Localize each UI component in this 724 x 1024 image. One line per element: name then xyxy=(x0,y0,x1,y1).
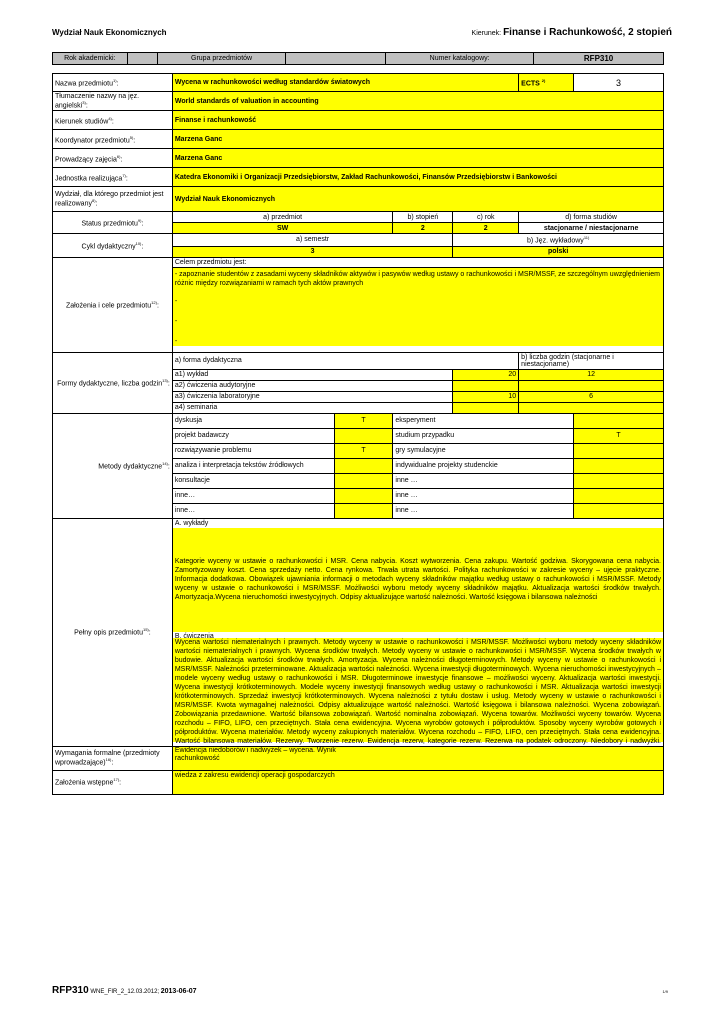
ects-label: ECTS $^{2)}$ xyxy=(519,74,574,92)
metody-left-value xyxy=(334,473,393,488)
prow-label: Prowadzący zajęcia$^{6)}$: xyxy=(53,149,173,168)
metody-left-value xyxy=(334,458,393,473)
formy-name: a3) ćwiczenia laboratoryjne xyxy=(172,391,452,402)
metody-right-value xyxy=(574,443,664,458)
cykl-v-b: polski xyxy=(453,246,664,257)
wydz-value: Wydział Nauk Ekonomicznych xyxy=(172,187,663,212)
tlum-label: Tłumaczenie nazwy na jęz. angielski$^{3)}$: xyxy=(53,92,173,111)
metody-left-value xyxy=(334,428,393,443)
footer xyxy=(52,985,197,996)
formy-h-a: a) forma dydaktyczna xyxy=(172,352,518,369)
metody-left: projekt badawczy xyxy=(172,428,334,443)
rok-label: Rok akademicki: xyxy=(53,53,128,65)
status-h-a: a) przedmiot xyxy=(172,212,393,223)
metody-right: indywidualne projekty studenckie xyxy=(393,458,574,473)
jedn-label: Jednostka realizująca$^{7)}$: xyxy=(53,168,173,187)
formy-name: a2) ćwiczenia audytoryjne xyxy=(172,380,452,391)
formy-st: 20 xyxy=(453,369,519,380)
formy-name: a4) seminaria xyxy=(172,402,452,413)
opis-a-text: Kategorie wyceny w ustawie o rachunkowości i MSR. Cena nabycia. Koszt wytworzenia. Cena zakupu. Wartość godziwa. Skorygowana cena nabycia. Zamortyzowany koszt. Cena sprzedaży netto. Cena rynkowa. Trwała utrata wartości. Polityka rachunkowości w zakresie wyceny – ujęcie praktyczne. Informacja dodatkowa. Obowiązek ujawniania informacji o metodach wyceny składników majątku według ustawy o rachunkowości i MSR/MSSF. Metody wyceny w ustawie o rachunkowości i MSR/MSSF. Możliwości wyboru metody wyceny składników majątku. Aktualizacja wartości środków trwałych. Amortyzacja.Wycena nieruchomości inwestycyjnych. Odpisy aktualizujące wartość należności. Wartość księgowa i bilansowa należności xyxy=(174,558,661,602)
catalog-bar xyxy=(52,52,664,65)
nazwa-value: Wycena w rachunkowości według standardów światowych xyxy=(172,74,518,92)
opis-a-block xyxy=(173,528,663,632)
metody-right-value xyxy=(574,413,664,428)
grupa-label: Grupa przedmiotów xyxy=(158,53,286,65)
metody-row xyxy=(53,413,664,428)
metody-left-value: T xyxy=(334,413,393,428)
kier-value: Finanse i rachunkowość xyxy=(172,111,663,130)
page-number: 1/9 xyxy=(662,989,668,994)
rok-value xyxy=(127,53,158,65)
metody-left-value: T xyxy=(334,443,393,458)
formy-h-b: b) liczba godzin (stacjonarne i niestacjonarne) xyxy=(519,352,664,369)
status-v-c: 2 xyxy=(453,223,519,234)
opis-cell xyxy=(172,518,663,754)
metody-right-value xyxy=(574,488,664,503)
metody-right: inne … xyxy=(393,503,574,518)
tlum-value: World standards of valuation in accounting xyxy=(172,92,663,111)
wymagania-label: Wymagania formalne (przedmioty wprowadzające)$^{16)}$: xyxy=(53,746,173,770)
status-h-d: d) forma studiów xyxy=(519,212,664,223)
metody-right-value xyxy=(574,473,664,488)
cykl-h-b: b) Jęz. wykładowy$^{11)}$ xyxy=(453,234,664,246)
metody-right: inne … xyxy=(393,488,574,503)
footer-ref: WNE_FIR_2_12.03.2012; xyxy=(90,989,160,995)
metody-label: Metody dydaktyczne$^{14)}$: xyxy=(53,413,173,518)
ects-value: 3 xyxy=(574,74,664,92)
status-v-b: 2 xyxy=(393,223,453,234)
formy-st xyxy=(453,380,519,391)
zalozenia-cell xyxy=(172,257,663,352)
metody-left: dyskusja xyxy=(172,413,334,428)
metody-left-value xyxy=(334,488,393,503)
grupa-value xyxy=(285,53,385,65)
numer-label: Numer katalogowy: xyxy=(386,53,534,65)
status-h-b: b) stopień xyxy=(393,212,453,223)
faculty-header: Wydział Nauk Ekonomicznych xyxy=(52,28,167,37)
wymagania-value: rachunkowość xyxy=(172,746,663,770)
metody-left: inne… xyxy=(172,488,334,503)
metody-left: rozwiązywanie problemu xyxy=(172,443,334,458)
syllabus-table xyxy=(52,73,664,795)
status-v-a: SW xyxy=(172,223,393,234)
zalozenia-line1: - zapoznanie studentów z zasadami wyceny składników aktywów i pasywów według ustawy o rachunkowości i MSR/MSSF, ze szczególnym uwzględnieniem różnic między rozwiązaniami w ramach tych aktów prawnych xyxy=(173,268,663,290)
footer-code: RFP310 xyxy=(52,985,89,996)
metody-right: eksperyment xyxy=(393,413,574,428)
formy-label: Formy dydaktyczne, liczba godzin$^{13)}$: xyxy=(53,352,173,413)
metody-left-value xyxy=(334,503,393,518)
cykl-label: Cykl dydaktyczny$^{10)}$: xyxy=(53,234,173,257)
zalozenia-label: Założenia i cele przedmiotu$^{12)}$: xyxy=(53,257,173,352)
metody-left: inne… xyxy=(172,503,334,518)
koord-label: Koordynator przedmiotu$^{5)}$: xyxy=(53,130,173,149)
footer-date: 2013-06-07 xyxy=(160,988,197,995)
catalog-code: RFP310 xyxy=(534,53,664,65)
cykl-v-a: 3 xyxy=(172,246,452,257)
opis-b-block xyxy=(173,638,663,754)
jedn-value: Katedra Ekonomiki i Organizacji Przedsiębiorstw, Zakład Rachunkowości, Finansów Przedsiębiorstw i Bankowości xyxy=(172,168,663,187)
metody-right: gry symulacyjne xyxy=(393,443,574,458)
course-value: Finanse i Rachunkowość, 2 stopień xyxy=(503,27,672,38)
metody-right: studium przypadku xyxy=(393,428,574,443)
metody-left: analiza i interpretacja tekstów źródłowych xyxy=(172,458,334,473)
cykl-h-a: a) semestr xyxy=(172,234,452,246)
wstepne-label: Założenia wstępne$^{17)}$: xyxy=(53,770,173,794)
formy-name: a1) wykład xyxy=(172,369,452,380)
koord-value: Marzena Ganc xyxy=(172,130,663,149)
status-h-c: c) rok xyxy=(453,212,519,223)
formy-st xyxy=(453,402,519,413)
zalozenia-dashes: - - - xyxy=(173,290,663,346)
formy-nst xyxy=(519,380,664,391)
formy-nst: 6 xyxy=(519,391,664,402)
metody-right: inne … xyxy=(393,473,574,488)
opis-b-text: Wycena wartości niematerialnych i prawnych. Metody wyceny w ustawie o rachunkowości i MSR/MSSF. Możliwości wyboru metody wyceny składników wartości niematerialnych i prawnych. Wycena środków trwałych. Metody wyceny w ustawie o rachunkowości i MSR/MSSF. Wycena środków trwałych w budowie. Aktualizacja wartości środków trwałych. Amortyzacja. Wycena należności długoterminowych. Metody wyceny w ustawie o rachunkowości i MSR/MSSF. Należności przeterminowane. Aktualizacja wartości należności. Wycena inwestycji długoterminowych. Wycena nieruchomości inwestycyjnych – modele wyceny według ustawy o rachunkowości i MSR. Długoterminowe inwestycje finansowe – możliwości wyceny. Aktualizacja wartości inwestycji. Wycena inwestycji krótkoterminowych. Modele wyceny inwestycji finansowych według ustawy o rachunkowości i MSR. Aktualizacja wartości inwestycji krótkoterminowych. Sprzedaż inwestycji krótkoterminowych. Wycena należności z tytułu dostaw i usług. Metody wyceny w ustawie o rachunkowości i MSR/MSSF. Kwota wymagalnej należności. Odpisy aktualizujące wartość należności. Wartość księgowa i bilansowa należności. Wycena zobowiązań. Zobowiązania przedawnione. Wartość bilansowa zobowiązań. Wartość nominalna zobowiązań. Wycena towarów. Możliwości wyceny towarów. Wycena rozchodu – FIFO, LIFO, cen przeciętnych. Stała cena ewidencyjna. Wycena wyrobów gotowych i półproduktów. Sposoby wyceny wyrobów gotowych i półproduktów. Wycena materiałów. Metody wyceny zakupionych materiałów. Wycena rozchodu – FIFO, LIFO, cen przeciętnych. Stała cena ewidencyjna. Wartość bilansowa materiałów. Rezerwy. Tworzenie rezerw. Ewidencja rezerw, kategorie rezerw. Rezerwa na podatek odroczony. Niedobory i nadwyżki. Ewidencja niedoborów i nadwyżek – wycena. Wynik xyxy=(174,638,661,754)
opis-b-head: B. ćwiczenia xyxy=(174,632,214,640)
wstepne-value: wiedza z zakresu ewidencji operacji gospodarczych xyxy=(172,770,663,794)
zalozenia-intro: Celem przedmiotu jest: xyxy=(173,258,663,268)
formy-st: 10 xyxy=(453,391,519,402)
metody-right-value xyxy=(574,503,664,518)
metody-left: konsultacje xyxy=(172,473,334,488)
status-label: Status przedmiotu$^{9)}$: xyxy=(53,212,173,234)
status-v-d: stacjonarne / niestacjonarne xyxy=(519,223,664,234)
formy-nst xyxy=(519,402,664,413)
course-label: Kierunek: xyxy=(471,30,502,37)
formy-nst: 12 xyxy=(519,369,664,380)
kier-label: Kierunek studiów$^{4)}$: xyxy=(53,111,173,130)
metody-right-value xyxy=(574,458,664,473)
metody-right-value: T xyxy=(574,428,664,443)
nazwa-label: Nazwa przedmiotu$^{1)}$: xyxy=(53,74,173,92)
prow-value: Marzena Ganc xyxy=(172,149,663,168)
course-header xyxy=(472,27,672,38)
opis-label: Pełny opis przedmiotu$^{15)}$: xyxy=(53,518,173,746)
opis-a-head: A. wykłady xyxy=(174,519,209,527)
wydz-label: Wydział, dla którego przedmiot jest realizowany$^{8)}$: xyxy=(53,187,173,212)
